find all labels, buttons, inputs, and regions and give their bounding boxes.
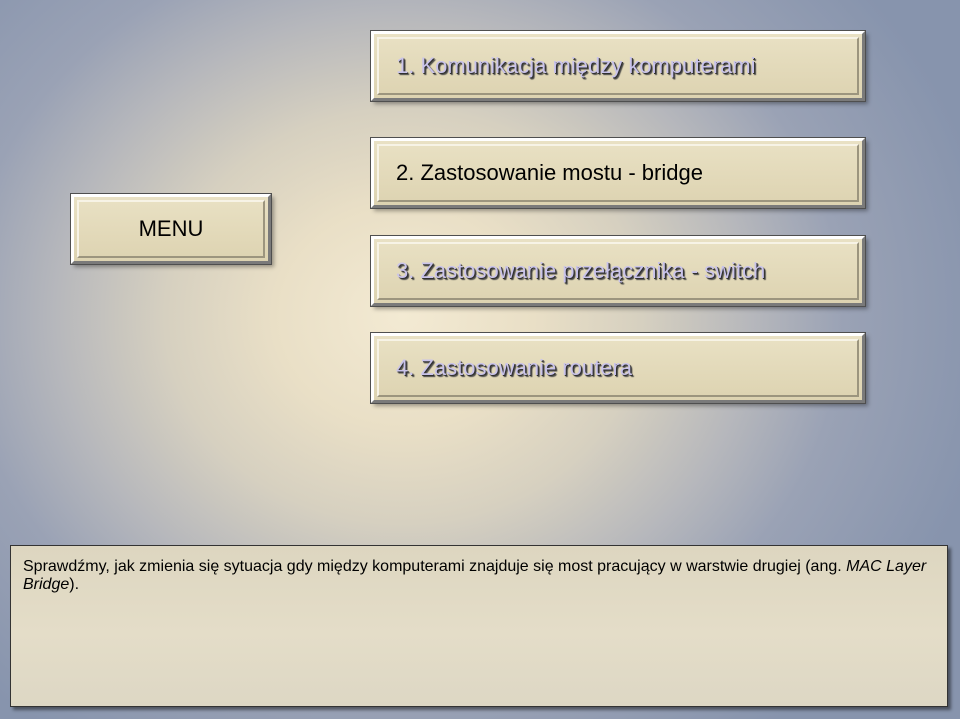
- menu-item-bridge[interactable]: [371, 138, 865, 208]
- menu-item-komunikacja[interactable]: [371, 31, 865, 101]
- menu-button-label: MENU: [138, 216, 204, 241]
- description-text: Sprawdźmy, jak zmienia się sytuacja gdy między komputerami znajduje się most pracujący w warstwie drugiej (ang.: [23, 558, 847, 575]
- description-term: MAC Layer Bridge: [23, 558, 927, 593]
- menu-item-switch[interactable]: [371, 236, 865, 306]
- menu-item-label: 3. Zastosowanie przełącznika - switch: [396, 258, 766, 283]
- menu-item-router[interactable]: [371, 333, 865, 403]
- menu-item-label: 4. Zastosowanie routera: [396, 355, 633, 380]
- menu-item-label: 1. Komunikacja między komputerami: [396, 53, 756, 78]
- description-panel: [10, 545, 948, 707]
- menu-item-label: 2. Zastosowanie mostu - bridge: [396, 160, 703, 185]
- description-text-end: ).: [69, 576, 80, 593]
- menu-button[interactable]: [71, 194, 271, 264]
